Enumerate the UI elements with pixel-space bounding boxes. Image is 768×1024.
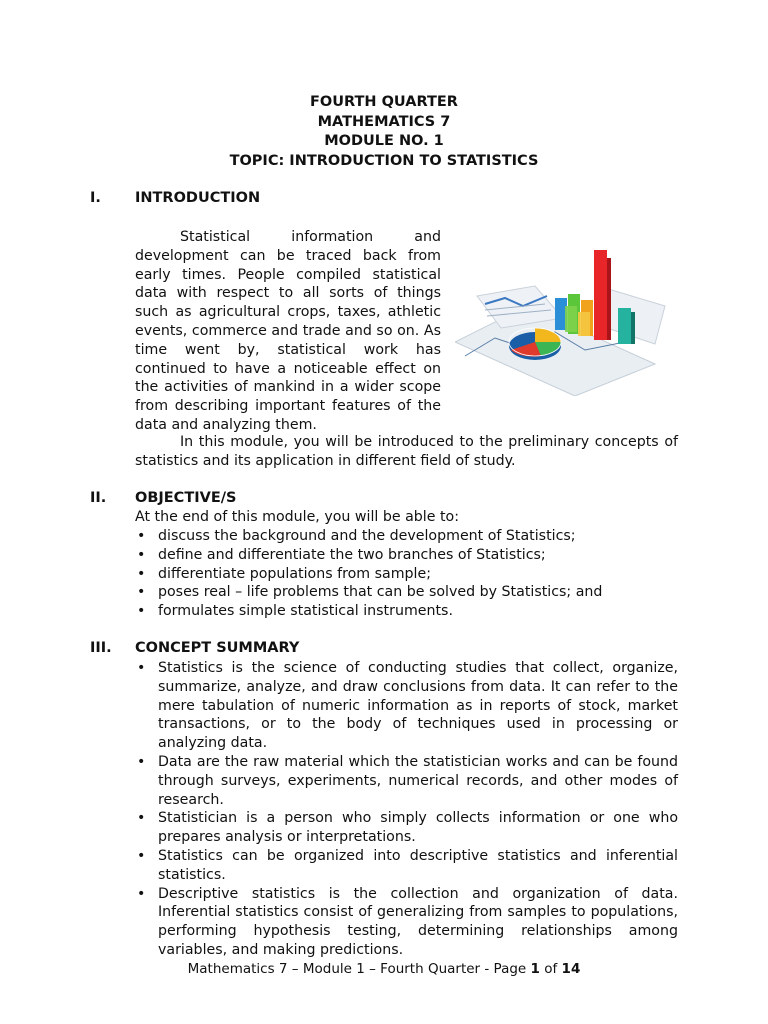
list-item: • Descriptive statistics is the collection and organization of data. Inferential statistics consist of generalizing from samples to populations, performing hypothesis testing, determining relationships among variables, and making predictions. xyxy=(135,885,678,960)
section-title-concept-summary: CONCEPT SUMMARY xyxy=(135,640,300,656)
page-footer xyxy=(0,961,768,977)
list-item: • poses real – life problems that can be solved by Statistics; and xyxy=(135,583,678,602)
intro-paragraph-module: In this module, you will be introduced to the preliminary concepts of statistics and its application in different field of study. xyxy=(135,434,678,469)
list-item: • formulates simple statistical instruments. xyxy=(135,602,678,621)
list-item: • Statistics can be organized into descriptive statistics and inferential statistics. xyxy=(135,847,678,885)
header-subject: MATHEMATICS 7 xyxy=(317,113,451,130)
footer-page-total: 14 xyxy=(561,961,581,977)
objectives-lead: At the end of this module, you will be able to: xyxy=(135,509,459,525)
concept-list xyxy=(135,659,678,960)
section-number-1: I. xyxy=(90,190,101,206)
header-module: MODULE NO. 1 xyxy=(324,133,444,149)
intro-paragraph: Statistical information and development can be traced back from early times. People compiled statistical data with respect to all sorts of things such as agricultural crops, taxes, athletic events, commerce and trade and so on. As time went by, statistical work has continued to have a noticeable effect on the activities of mankind in a wider scope from describing important features of the data and analyzing them. xyxy=(135,229,441,433)
section-number-2: II. xyxy=(90,490,107,506)
list-item: • differentiate populations from sample; xyxy=(135,565,678,584)
header-quarter: FOURTH QUARTER xyxy=(310,94,458,110)
section-title-introduction: INTRODUCTION xyxy=(135,190,261,206)
footer-text: Mathematics 7 – Module 1 – Fourth Quarter - Page xyxy=(187,961,531,977)
footer-of: of xyxy=(539,961,562,977)
section-number-3: III. xyxy=(90,640,112,656)
list-item: • Statistics is the science of conducting studies that collect, organize, summarize, analyze, and draw conclusions from data. It can refer to the mere tabulation of numeric information as in reports of stock, market transactions, or to the body of techniques used in processing or analyzing data. xyxy=(135,659,678,753)
list-item: • Data are the raw material which the statistician works and can be found through surveys, experiments, numerical records, and other modes of research. xyxy=(135,753,678,809)
list-item: • discuss the background and the development of Statistics; xyxy=(135,527,678,546)
list-item: • define and differentiate the two branches of Statistics; xyxy=(135,546,678,565)
statistics-illustration xyxy=(455,246,670,396)
document-header xyxy=(0,93,768,171)
header-topic: TOPIC: INTRODUCTION TO STATISTICS xyxy=(229,152,539,169)
objectives-list xyxy=(135,527,678,621)
section-title-objectives: OBJECTIVE/S xyxy=(135,490,237,506)
list-item: • Statistician is a person who simply collects information or one who prepares analysis or interpretations. xyxy=(135,809,678,847)
footer-page-number: 1 xyxy=(530,961,540,977)
